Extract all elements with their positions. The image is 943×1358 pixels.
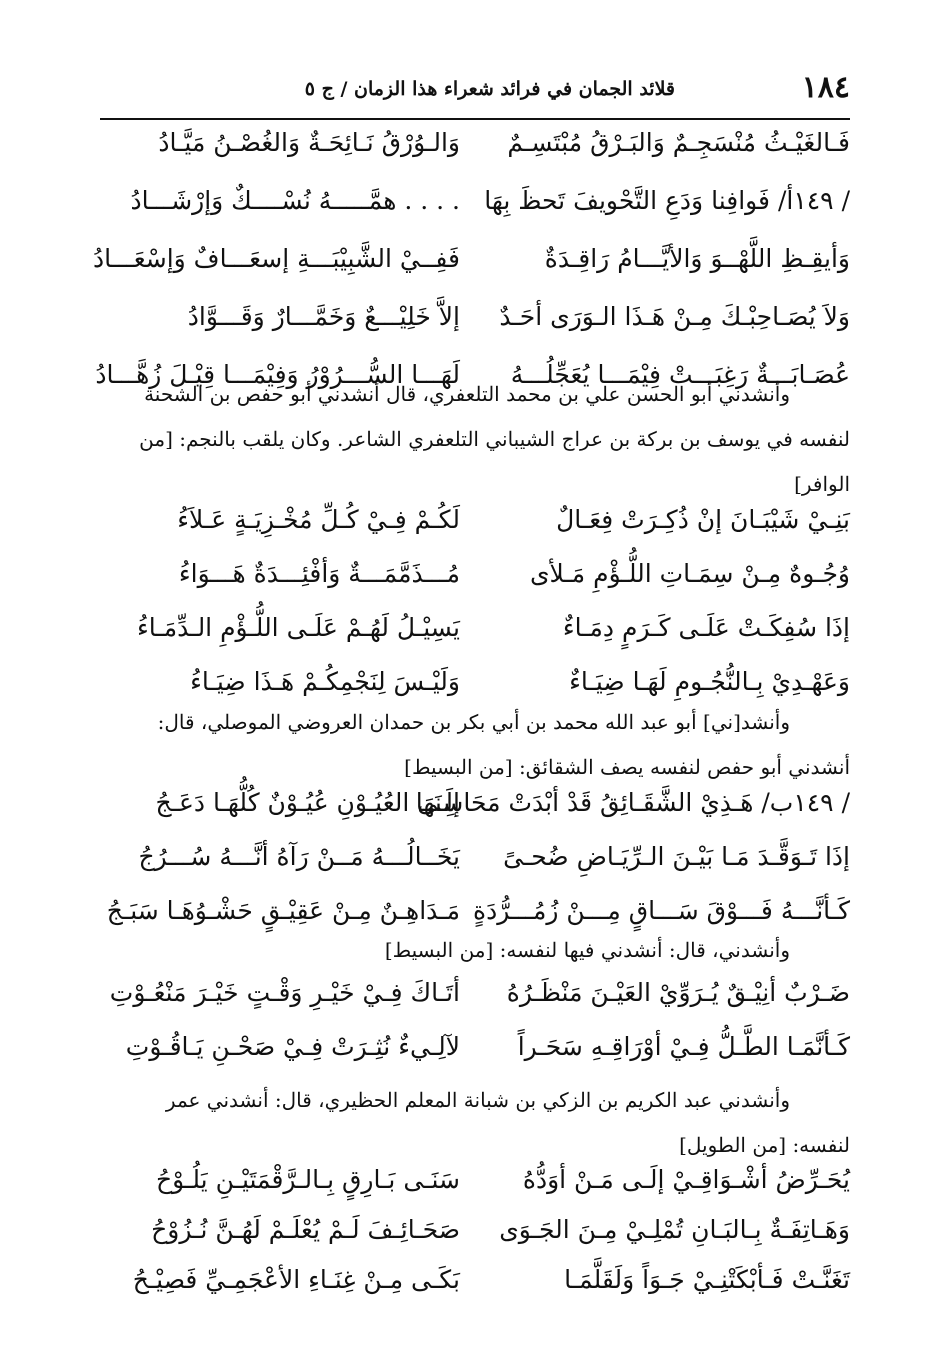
verse-second-hemistich: لآلِـيءٌ نُثِـرَتْ فِـيْ صَحْـنِ يَـاقُـوْتِ — [125, 1032, 460, 1061]
verse-second-hemistich: مُـــذَمَّمَـــةٌ وَأفْئِـــدَةٌ هَـــوَاءُ — [178, 559, 460, 588]
verse-first-hemistich: وُجُـوهٌ مِـنْ سِمَـاتِ اللُّـؤْمِ مَـلأى — [529, 559, 850, 588]
poem-section-4 — [100, 978, 850, 1086]
verse-second-hemistich: مَـدَاهِـنٌ مِـنْ عَقِيْـقٍ حَشْـوُهَـا سَبَـجُ — [106, 896, 460, 925]
verse-first-hemistich: كَـأنَّـــهُ فَـــوْقَ سَـــاقٍ مِـــنْ زُمُـــرُّدَةٍ — [473, 896, 850, 925]
verse-second-hemistich: يَسِيْـلُ لَهُـمْ عَلَـى اللُّـؤْمِ الـدِّمَـاءُ — [137, 613, 460, 642]
verse-second-hemistich: . . . . همَّـــــهُ نُسْــــكٌ وَإرْشَـــادُ — [130, 186, 460, 215]
verse-line — [100, 842, 850, 896]
verse-second-hemistich: إلَـى العُيُـوْنِ عُيُـوْنٌ كُلُّهَـا دَعَـجُ — [155, 788, 460, 817]
verse-first-hemistich: إذَا سُفِكَـتْ عَلَـى كَـرَمٍ دِمَـاءٌ — [562, 613, 850, 642]
verse-second-hemistich: سَنَـى بَـارِقٍ بِـالـرَّقْمَتَيْـنِ يَلُـوْحُ — [156, 1165, 460, 1194]
verse-second-hemistich: صَحَـائِـفَ لَـمْ يُعْلَـمْ لَهُـنَّ نُـزُوْحُ — [151, 1215, 460, 1244]
verse-first-hemistich: / ١٤٩أ/ فَوافِنا وَدَعِ التَّحْويفَ تَحظَ بِهَا — [484, 186, 850, 215]
poem-section-5 — [100, 1165, 850, 1315]
verse-first-hemistich: عُصَـابَـــةٌ رَغِبَـــتْ فِيْمَـــا يُعَجِّلُـــهُ — [510, 360, 850, 389]
page-number: ١٨٤ — [801, 70, 850, 105]
verse-first-hemistich: تَغَنَّـتْ فَـأبْكَتْنِـيْ جَـوَاً وَلَقَلَّمَـا — [564, 1265, 850, 1294]
verse-second-hemistich: وَلَيْـسَ لِنَجْمِكُـمْ هَـذَا ضِيَـاءُ — [190, 667, 460, 696]
verse-first-hemistich: / ١٤٩ب/ هَـذِيْ الشَّقَـائِقُ قَدْ أبْدَتْ مَحَاسِنَهَا — [415, 788, 850, 817]
verse-first-hemistich: ضَـرْبٌ أنِيْـقٌ يُـرَوِّيْ العَيْـنَ مَنْظَـرُهُ — [506, 978, 850, 1007]
verse-line — [100, 1265, 850, 1315]
verse-second-hemistich: يَخَــالُـــهُ مَــنْ رَآهُ أنَّـــهُ سُـــرُجُ — [138, 842, 460, 871]
prose-paragraph-2 — [100, 700, 850, 790]
verse-line — [92, 244, 850, 302]
prose-line: الوافر] — [794, 472, 850, 496]
prose-line: وأنشد[ني] أبو عبد الله محمد بن أبي بكر بن حمدان العروضي الموصلي، قال: — [157, 710, 790, 734]
prose-line: وأنشدني، قال: أنشدني فيها لنفسه: [من البسيط] — [384, 938, 790, 962]
verse-line — [100, 1165, 850, 1215]
verse-first-hemistich: كَـأنَّمَـا الطَّـلُّ فِـيْ أوْرَاقِـهِ سَحَـراً — [517, 1032, 850, 1061]
poem-section-2 — [100, 505, 850, 721]
verse-line — [100, 559, 850, 613]
prose-line: لنفسه في يوسف بن بركة بن عراج الشيباني التلعفري الشاعر. وكان يلقب بالنجم: [من — [139, 427, 850, 451]
verse-second-hemistich: وَالـوُرْقُ نَـائِحَـةٌ وَالغُصْـنُ مَيَّـادُ — [158, 128, 460, 157]
verse-first-hemistich: وَعَهْـدِيْ بِـالنُّجُـومِ لَهَـا ضِيَـاءٌ — [569, 667, 850, 696]
verse-second-hemistich: أتَـاكَ فِـيْ خَيْـرِ وَقْـتٍ خَيْـرَ مَنْعُـوْتِ — [109, 978, 460, 1007]
running-title: قلائد الجمان في فرائد شعراء هذا الزمان / ج ٥ — [304, 78, 675, 100]
prose-line: وأنشدني أبو الحسن علي بن محمد التلعفري، قال أنشدني أبو حفص بن الشحنة — [144, 382, 790, 406]
verse-line — [100, 978, 850, 1032]
verse-line — [100, 788, 850, 842]
header-rule — [100, 118, 850, 120]
verse-line — [100, 128, 850, 186]
prose-line: وأنشدني عبد الكريم بن الزكي بن شبانة المعلم الحظيري، قال: أنشدني عمر — [165, 1088, 790, 1112]
verse-line — [100, 613, 850, 667]
verse-first-hemistich: وَهَـاتِفَـةٌ بِـالبَـانِ تُمْلِـيْ مِـنَ الجَـوَى — [499, 1215, 850, 1244]
verse-second-hemistich: بَكَـى مِـنْ غِنَـاءِ الأعْجَمِـيِّ فَصِيْـحُ — [132, 1265, 460, 1294]
verse-second-hemistich: لَهَـــا السُّـــرُوْرُ وَفِيْمَـــا قِيْـلَ زُهَّـــادُ — [95, 360, 460, 389]
verse-first-hemistich: وَأيقِـظِ اللَّهْــوَ وَالأيَّـــامُ رَاقِـدَةٌ — [544, 244, 850, 273]
verse-first-hemistich: إذَا تَـوَقَّـدَ مَـا بَيْـنَ الـرِّيَـاضِ ضُحـىً — [503, 842, 850, 871]
page-header — [100, 70, 850, 110]
verse-first-hemistich: يُحَـرِّضُ أشْـوَاقِـيْ إلَـى مَـنْ أوَدُّهُ — [522, 1165, 850, 1194]
verse-line — [100, 186, 850, 244]
poem-section-3 — [100, 788, 850, 950]
prose-line: أنشدني أبو حفص لنفسه يصف الشقائق: [من البسيط] — [404, 755, 850, 779]
prose-paragraph-3 — [100, 928, 850, 973]
verse-second-hemistich: فَفِــيْ الشَّبِيْبَـــةِ إسعَـــافٌ وَإسْعَـــادُ — [92, 244, 460, 273]
verse-line — [100, 302, 850, 360]
verse-second-hemistich: لَكُـمْ فِـيْ كُـلِّ مُخْـزِيَـةٍ عَـلاَءُ — [177, 505, 460, 534]
verse-first-hemistich: وَلاَ يُصَـاحِبْـكَ مِـنْ هَـذَا الـوَرَى أحَـدٌ — [499, 302, 850, 331]
verse-second-hemistich: إلاَّ خَلِيْـــعٌ وَخَمَّـــارٌ وَقَـــوَّادُ — [187, 302, 460, 331]
prose-paragraph-4 — [100, 1078, 850, 1168]
verse-first-hemistich: فَـالغَيْـثُ مُنْسَجِـمٌ وَالبَـرْقُ مُبْتَسِـمٌ — [507, 128, 850, 157]
prose-paragraph-1 — [100, 372, 850, 507]
verse-first-hemistich: بَنِـيْ شَيْبَـانَ إنْ ذُكِـرَتْ فِعَـالٌ — [556, 505, 850, 534]
prose-line: لنفسه: [من الطويل] — [679, 1133, 850, 1157]
verse-line — [100, 1215, 850, 1265]
verse-line — [100, 505, 850, 559]
